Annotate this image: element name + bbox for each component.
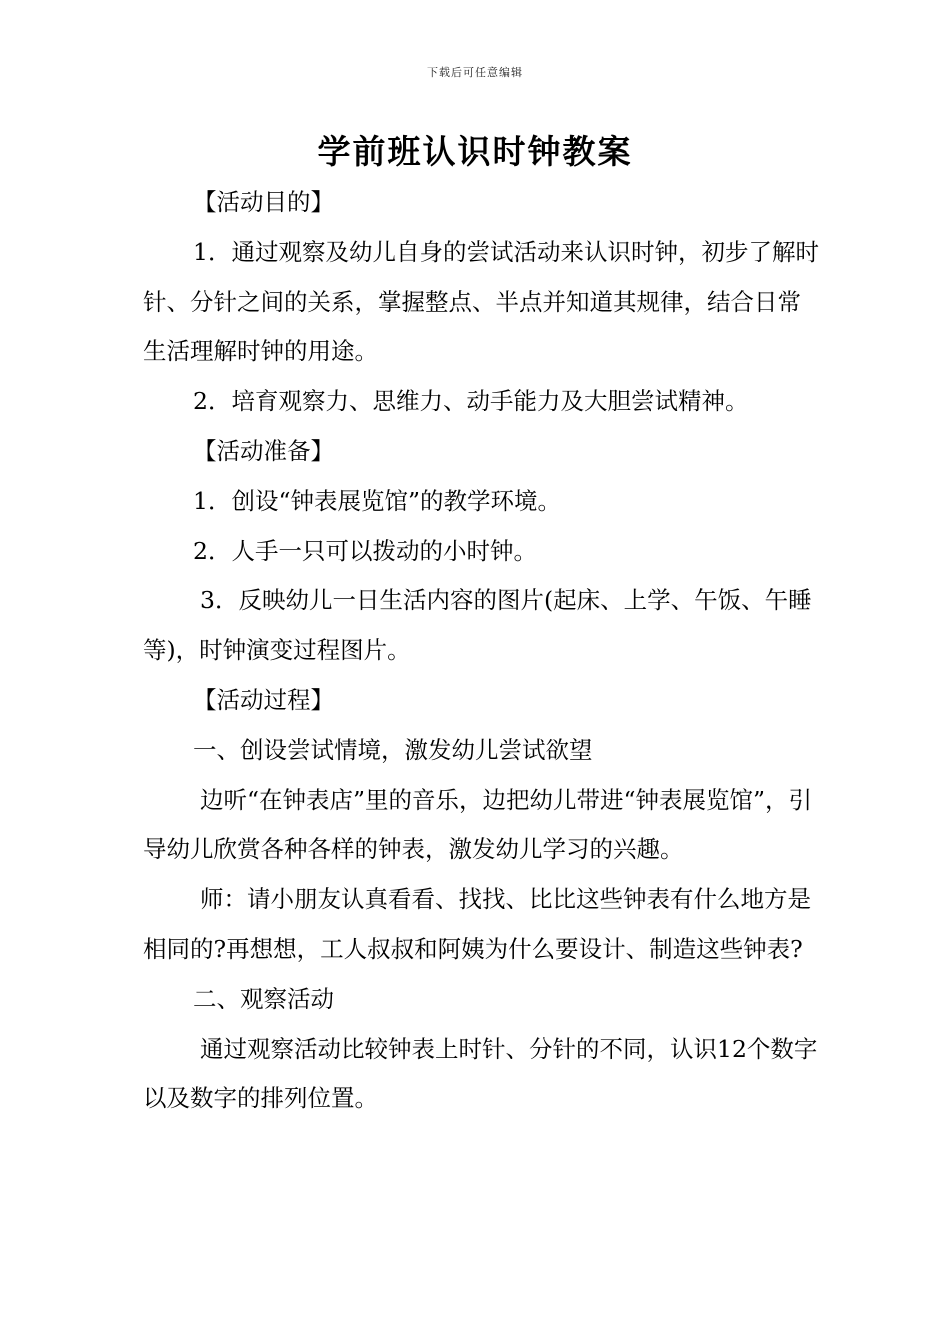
step-2-heading: 二、观察活动 [193,984,334,1013]
prep-item-1: 1．创设“钟表展览馆”的教学环境。 [193,486,561,515]
document-body [143,178,823,1124]
step-2-paragraph: 通过观察活动比较钟表上时针、分针的不同，认识12个数字以及数字的排列位置。 [143,1034,818,1113]
goal-item-1: 1．通过观察及幼儿自身的尝试活动来认识时钟，初步了解时针、分针之间的关系，掌握整点、半点并知道其规律，结合日常生活理解时钟的用途。 [143,237,819,366]
prep-item-2: 2．人手一只可以拨动的小时钟。 [193,536,537,565]
header-note: 下载后可任意编辑 [427,66,523,79]
step-1-paragraph: 边听“在钟表店”里的音乐，边把幼儿带进“钟表展览馆”，引导幼儿欣赏各种各样的钟表，激发幼儿学习的兴趣。 [143,785,813,864]
prep-heading: 【活动准备】 [193,436,334,465]
prep-item-3: 3．反映幼儿一日生活内容的图片(起床、上学、午饭、午睡等)，时钟演变过程图片。 [143,586,812,665]
goal-heading: 【活动目的】 [193,188,334,216]
process-heading: 【活动过程】 [193,685,334,714]
step-1-heading: 一、创设尝试情境，激发幼儿尝试欲望 [193,735,593,764]
step-1-teacher-prompt: 师：请小朋友认真看看、找找、比比这些钟表有什么地方是相同的?再想想，工人叔叔和阿姨为什么要设计、制造这些钟表? [143,885,811,963]
document-title: 学前班认识时钟教案 [317,132,633,171]
goal-item-2: 2．培育观察力、思维力、动手能力及大胆尝试精神。 [193,387,749,416]
